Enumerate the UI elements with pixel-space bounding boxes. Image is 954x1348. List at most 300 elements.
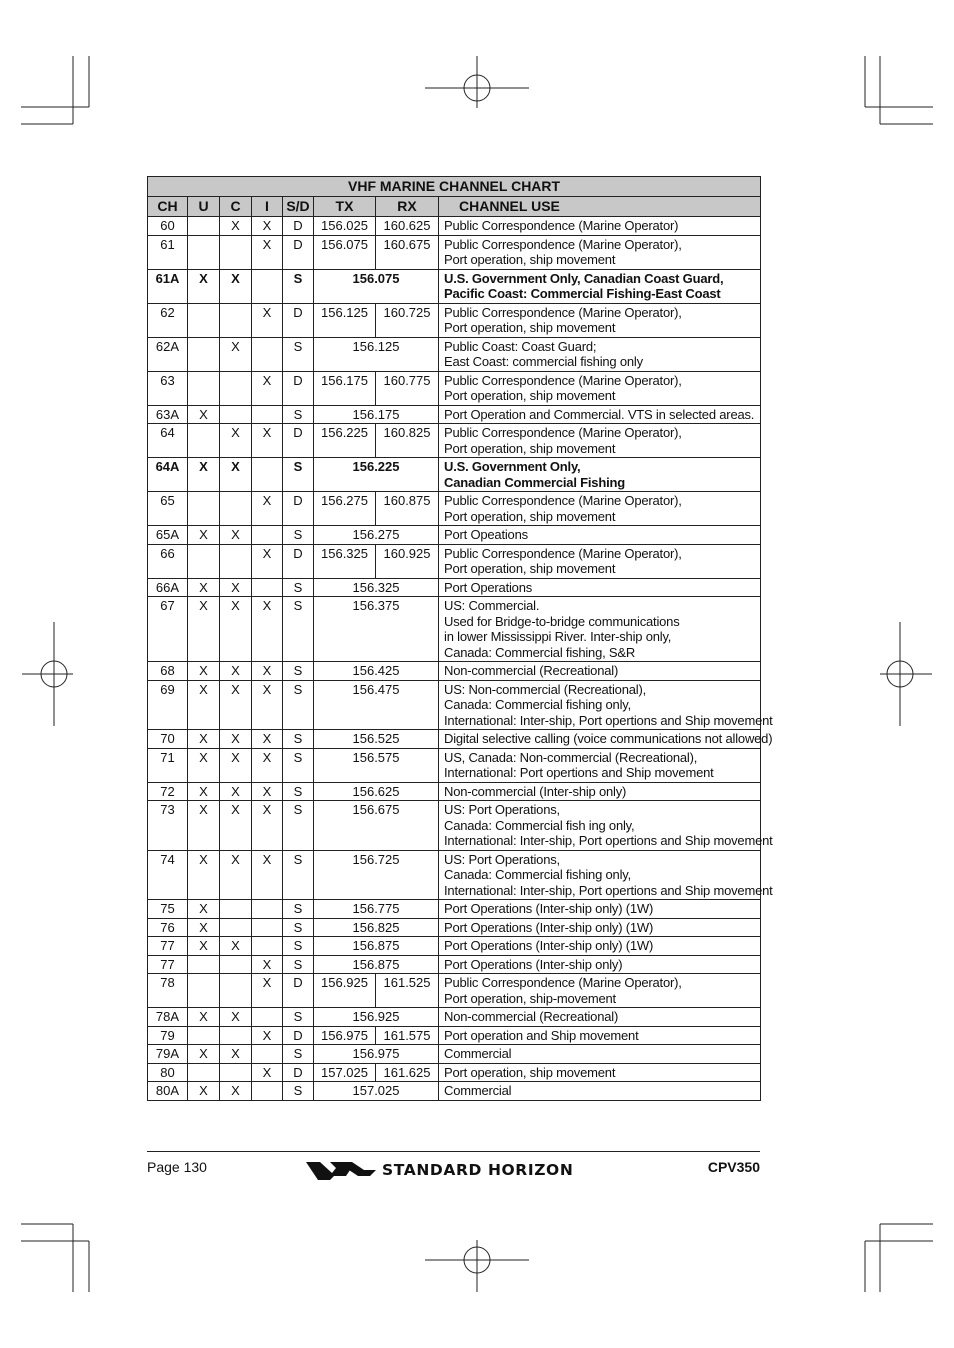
table-row [148,680,761,730]
cell-u: X [188,269,220,303]
cell-c: X [220,662,252,681]
cell-u: X [188,730,220,749]
cell-sd: S [283,782,314,801]
cell-sd: S [283,1082,314,1101]
table-row [148,1008,761,1027]
cell-channel-use [439,900,761,919]
brand-logo [306,1158,573,1182]
cell-i [252,918,283,937]
cell-channel-use [439,235,761,269]
cell-ch: 68 [148,662,188,681]
cell-channel-use [439,269,761,303]
brand-wave-icon [306,1158,376,1182]
channel-use-line: U.S. Government Only, [444,459,581,474]
cell-i [252,900,283,919]
channel-use-line: Port operation and Ship movement [444,1027,639,1043]
cell-frequency: 156.475 [314,680,439,730]
cell-tx: 156.175 [314,371,376,405]
cell-channel-use [439,217,761,236]
table-row [148,458,761,492]
cell-sd: S [283,937,314,956]
cell-c [220,235,252,269]
cell-ch: 72 [148,782,188,801]
channel-use-line: East Coast: commercial fishing only [444,354,643,369]
cell-channel-use [439,937,761,956]
table-row [148,1082,761,1101]
cell-i [252,405,283,424]
channel-use-line: US, Canada: Non-commercial (Recreational), [444,749,698,765]
cell-sd: S [283,597,314,662]
channel-use-line: Port Operations (Inter-ship only) [444,956,623,972]
cell-tx: 156.075 [314,235,376,269]
cell-c: X [220,801,252,851]
cell-c [220,405,252,424]
cell-sd: S [283,730,314,749]
cell-frequency: 156.625 [314,782,439,801]
channel-use-line: Port operation, ship movement [444,320,616,335]
table-row [148,303,761,337]
channel-use-line: Port Operations (Inter-ship only) (1W) [444,919,654,935]
cell-channel-use [439,782,761,801]
channel-use-line: Port operation, ship movement [444,561,616,576]
table-row [148,217,761,236]
cell-ch: 76 [148,918,188,937]
channel-use-line: US: Commercial. [444,598,540,613]
table-row [148,492,761,526]
cell-sd: S [283,458,314,492]
header-rx: RX [376,197,439,217]
cell-sd: S [283,955,314,974]
cell-i: X [252,597,283,662]
cell-c [220,492,252,526]
cell-frequency: 156.525 [314,730,439,749]
cell-i: X [252,801,283,851]
cell-frequency: 156.375 [314,597,439,662]
cell-ch: 62 [148,303,188,337]
cell-i: X [252,955,283,974]
cell-frequency: 156.325 [314,578,439,597]
cell-tx: 157.025 [314,1063,376,1082]
vhf-channel-chart [147,176,773,1101]
header-u: U [188,197,220,217]
cell-channel-use [439,955,761,974]
channel-use-line: Commercial [444,1083,512,1098]
channel-use-line: US: Port Operations, [444,802,560,817]
cell-i: X [252,662,283,681]
cell-i: X [252,371,283,405]
cell-c [220,371,252,405]
cell-frequency: 156.125 [314,337,439,371]
cell-sd: D [283,1063,314,1082]
cell-c [220,974,252,1008]
cell-sd: S [283,850,314,900]
cell-c: X [220,337,252,371]
channel-use-line: Public Correspondence (Marine Operator), [444,545,682,561]
cell-u [188,974,220,1008]
cell-c [220,544,252,578]
cell-i [252,1082,283,1101]
cell-ch: 62A [148,337,188,371]
cell-i: X [252,492,283,526]
cell-u: X [188,937,220,956]
cell-ch: 78A [148,1008,188,1027]
cell-channel-use [439,1082,761,1101]
cell-tx: 156.025 [314,217,376,236]
cell-u [188,492,220,526]
channel-use-line: International: Inter-ship, Port opertions and Ship movement [444,712,773,728]
header-ch: CH [148,197,188,217]
cell-channel-use [439,544,761,578]
page-number: Page 130 [147,1159,207,1175]
cell-u: X [188,680,220,730]
cell-i [252,1008,283,1027]
cell-ch: 70 [148,730,188,749]
cell-u: X [188,748,220,782]
channel-use-line: Public Correspondence (Marine Operator), [444,493,682,508]
cell-u [188,217,220,236]
cell-i: X [252,235,283,269]
cell-sd: D [283,492,314,526]
channel-use-line: Public Correspondence (Marine Operator), [444,425,682,440]
cell-ch: 78 [148,974,188,1008]
cell-tx: 156.275 [314,492,376,526]
cell-frequency: 156.925 [314,1008,439,1027]
cell-ch: 64A [148,458,188,492]
cell-u: X [188,597,220,662]
cell-u [188,424,220,458]
cell-channel-use [439,918,761,937]
cell-c: X [220,597,252,662]
cell-ch: 65 [148,492,188,526]
cell-frequency: 156.975 [314,1045,439,1064]
cell-u: X [188,1045,220,1064]
cell-c: X [220,1082,252,1101]
cell-sd: S [283,918,314,937]
header-tx: TX [314,197,376,217]
cell-u: X [188,662,220,681]
table-row [148,1026,761,1045]
cell-ch: 80A [148,1082,188,1101]
cell-u: X [188,405,220,424]
cell-channel-use [439,337,761,371]
cell-c: X [220,1045,252,1064]
cell-u [188,544,220,578]
cell-sd: S [283,578,314,597]
cell-frequency: 156.175 [314,405,439,424]
cell-c [220,918,252,937]
header-channel-use: CHANNEL USE [439,197,761,217]
cell-u [188,955,220,974]
cell-rx: 160.725 [376,303,439,337]
chart-body [148,217,773,1101]
cell-i: X [252,544,283,578]
cell-sd: S [283,405,314,424]
cell-u: X [188,1008,220,1027]
chart-title: VHF MARINE CHANNEL CHART [148,177,761,197]
cell-i: X [252,748,283,782]
model-name: CPV350 [707,1159,760,1175]
cell-channel-use [439,1008,761,1027]
channel-use-line: Non-commercial (Recreational) [444,663,619,678]
cell-i: X [252,424,283,458]
cell-c: X [220,730,252,749]
cell-c [220,900,252,919]
channel-use-line: Port operation, ship movement [444,1064,616,1080]
cell-i [252,337,283,371]
channel-use-line: Commercial [444,1046,512,1061]
channel-use-line: Port Opeations [444,527,528,542]
cell-u: X [188,918,220,937]
cell-u: X [188,1082,220,1101]
channel-use-line: Port operation, ship movement [444,508,616,524]
cell-sd: D [283,544,314,578]
channel-use-line: Canada: Commercial fish ing only, [444,817,635,833]
channel-use-line: in lower Mississippi River. Inter-ship only, [444,629,672,644]
cell-frequency: 156.775 [314,900,439,919]
cell-sd: D [283,235,314,269]
channel-use-line: Public Correspondence (Marine Operator) [444,218,679,233]
channel-use-line: U.S. Government Only, Canadian Coast Guard, [444,270,724,286]
cell-frequency: 156.875 [314,955,439,974]
cell-channel-use [439,1045,761,1064]
cell-sd: D [283,217,314,236]
cell-ch: 61 [148,235,188,269]
cell-ch: 66A [148,578,188,597]
cell-sd: S [283,337,314,371]
cell-channel-use [439,680,773,730]
cell-frequency: 156.075 [314,269,439,303]
table-row [148,850,761,900]
channel-use-line: Port operation, ship movement [444,440,616,456]
cell-frequency: 156.425 [314,662,439,681]
channel-use-line: International: Inter-ship, Port opertions and Ship movement [444,882,773,898]
cell-ch: 64 [148,424,188,458]
cell-frequency: 157.025 [314,1082,439,1101]
cell-channel-use [439,748,761,782]
cell-rx: 160.875 [376,492,439,526]
cell-tx: 156.225 [314,424,376,458]
cell-channel-use [439,405,761,424]
table-row [148,235,761,269]
cell-i: X [252,850,283,900]
table-row [148,782,761,801]
cell-c: X [220,458,252,492]
cell-i [252,937,283,956]
cell-u [188,337,220,371]
cell-i: X [252,303,283,337]
cell-channel-use [439,662,761,681]
footer-rule [147,1151,760,1152]
channel-use-line: US: Port Operations, [444,851,560,867]
cell-sd: S [283,1045,314,1064]
cell-channel-use [439,492,761,526]
channel-use-line: Canada: Commercial fishing only, [444,867,632,882]
cell-rx: 160.825 [376,424,439,458]
channel-use-line: Pacific Coast: Commercial Fishing-East Coast [444,286,721,301]
cell-channel-use [439,578,761,597]
cell-sd: S [283,526,314,545]
table-row [148,424,761,458]
cell-i [252,526,283,545]
cell-rx: 161.525 [376,974,439,1008]
channel-use-line: Port Operations [444,579,533,595]
cell-ch: 61A [148,269,188,303]
table-row [148,937,761,956]
table-row [148,900,761,919]
channel-use-line: Public Coast: Coast Guard; [444,338,597,354]
cell-sd: D [283,1026,314,1045]
cell-channel-use [439,371,761,405]
cell-ch: 73 [148,801,188,851]
header-c: C [220,197,252,217]
cell-c [220,1026,252,1045]
cell-channel-use [439,303,761,337]
cell-tx: 156.925 [314,974,376,1008]
brand-name: STANDARD HORIZON [382,1161,574,1179]
cell-c: X [220,217,252,236]
cell-ch: 71 [148,748,188,782]
cell-u [188,303,220,337]
cell-c [220,303,252,337]
cell-ch: 77 [148,955,188,974]
cell-i: X [252,782,283,801]
cell-u: X [188,850,220,900]
cell-sd: D [283,371,314,405]
cell-channel-use [439,974,761,1008]
table-row [148,974,761,1008]
cell-i: X [252,1063,283,1082]
cell-frequency: 156.725 [314,850,439,900]
cell-c: X [220,269,252,303]
cell-u: X [188,801,220,851]
channel-use-line: Canadian Commercial Fishing [444,474,625,490]
table-row [148,405,761,424]
cell-u: X [188,900,220,919]
cell-c: X [220,680,252,730]
cell-c: X [220,937,252,956]
cell-i: X [252,680,283,730]
channel-use-line: Port Operations (Inter-ship only) (1W) [444,901,654,916]
table-row [148,1045,761,1064]
table-row [148,371,761,405]
cell-rx: 160.675 [376,235,439,269]
cell-sd: S [283,900,314,919]
cell-ch: 80 [148,1063,188,1082]
cell-frequency: 156.225 [314,458,439,492]
channel-use-line: Public Correspondence (Marine Operator), [444,304,682,320]
channel-use-line: Used for Bridge-to-bridge communications [444,613,680,629]
cell-i: X [252,730,283,749]
table-row [148,748,761,782]
cell-channel-use [439,424,761,458]
cell-c: X [220,578,252,597]
cell-ch: 60 [148,217,188,236]
cell-c: X [220,748,252,782]
cell-i [252,458,283,492]
cell-rx: 160.925 [376,544,439,578]
cell-frequency: 156.875 [314,937,439,956]
table-row [148,801,761,851]
table-row [148,955,761,974]
cell-channel-use [439,730,773,749]
cell-channel-use [439,801,773,851]
cell-u: X [188,578,220,597]
channel-use-line: International: Inter-ship, Port opertions and Ship movement [444,833,773,848]
channel-use-line: US: Non-commercial (Recreational), [444,681,646,697]
cell-frequency: 156.675 [314,801,439,851]
cell-c [220,1063,252,1082]
cell-ch: 75 [148,900,188,919]
channel-use-line: Port Operations (Inter-ship only) (1W) [444,938,654,953]
cell-ch: 67 [148,597,188,662]
channel-use-line: Canada: Commercial fishing, S&R [444,644,636,660]
table-row [148,269,761,303]
header-i: I [252,197,283,217]
cell-ch: 77 [148,937,188,956]
table-row [148,597,761,662]
cell-sd: S [283,662,314,681]
cell-c: X [220,850,252,900]
cell-ch: 63A [148,405,188,424]
table-row [148,730,761,749]
cell-frequency: 156.825 [314,918,439,937]
channel-use-line: Public Correspondence (Marine Operator), [444,236,682,252]
cell-i: X [252,974,283,1008]
cell-ch: 69 [148,680,188,730]
channel-use-line: International: Port opertions and Ship movement [444,765,714,780]
table-row [148,337,761,371]
table-row [148,544,761,578]
cell-ch: 63 [148,371,188,405]
table-row [148,578,761,597]
cell-rx: 160.625 [376,217,439,236]
channel-use-line: Non-commercial (Recreational) [444,1009,619,1024]
cell-frequency: 156.275 [314,526,439,545]
cell-channel-use [439,850,773,900]
cell-frequency: 156.575 [314,748,439,782]
cell-sd: D [283,424,314,458]
channel-use-line: Public Correspondence (Marine Operator), [444,975,682,990]
cell-c [220,955,252,974]
cell-i [252,269,283,303]
cell-ch: 79 [148,1026,188,1045]
header-sd: S/D [283,197,314,217]
cell-ch: 65A [148,526,188,545]
channel-use-line: Port Operation and Commercial. VTS in selected areas. [444,406,755,422]
cell-i [252,578,283,597]
channel-use-line: Port operation, ship movement [444,388,616,403]
cell-u: X [188,458,220,492]
channel-use-line: Canada: Commercial fishing only, [444,697,632,712]
cell-channel-use [439,1026,761,1045]
cell-c: X [220,526,252,545]
cell-sd: S [283,801,314,851]
cell-channel-use [439,1063,761,1082]
channel-use-line: Port operation, ship movement [444,252,616,267]
channel-use-line: Public Correspondence (Marine Operator), [444,372,682,388]
cell-ch: 79A [148,1045,188,1064]
cell-channel-use [439,458,761,492]
table-row [148,918,761,937]
channel-use-line: Port operation, ship-movement [444,990,616,1006]
cell-rx: 161.575 [376,1026,439,1045]
cell-sd: S [283,748,314,782]
cell-u [188,371,220,405]
channel-use-line: Digital selective calling (voice communications not allowed) [444,731,773,746]
cell-c: X [220,782,252,801]
cell-sd: S [283,269,314,303]
cell-ch: 74 [148,850,188,900]
